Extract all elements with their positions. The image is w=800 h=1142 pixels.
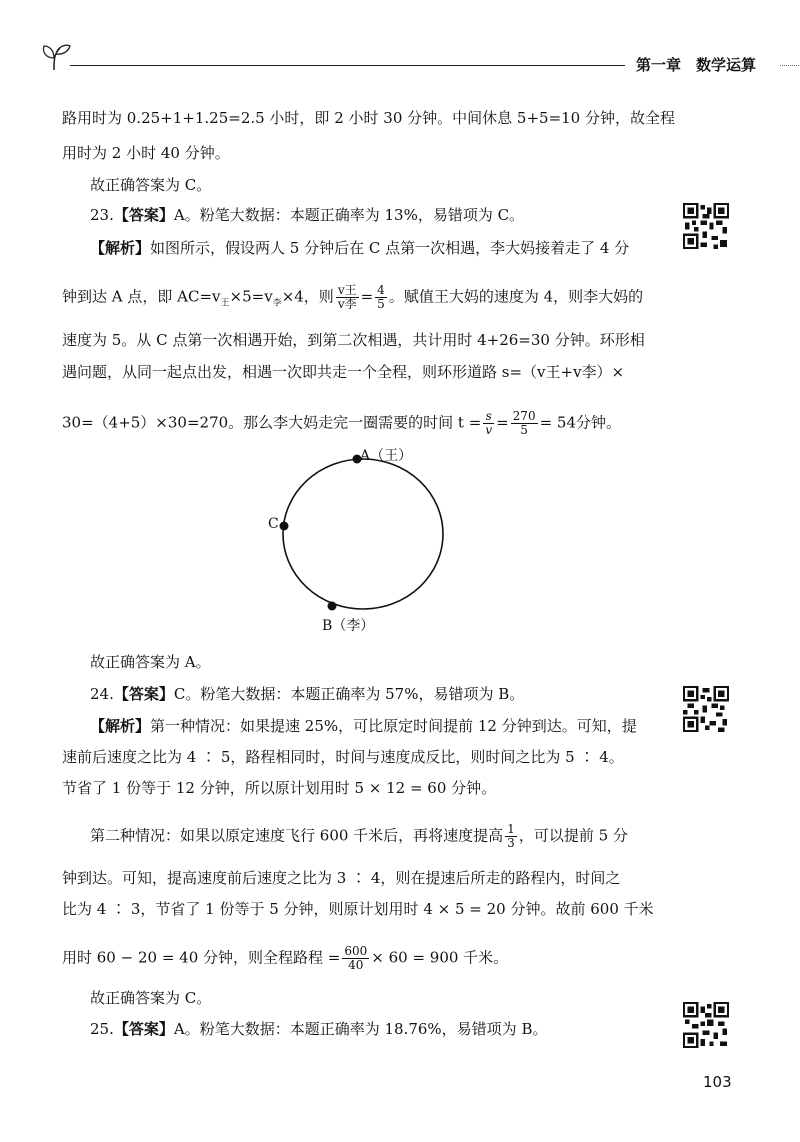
qr-code-icon[interactable] — [683, 686, 729, 732]
fraction-denominator: v — [485, 423, 493, 437]
fraction — [342, 945, 369, 972]
fraction-numerator: 600 — [344, 944, 368, 958]
fraction — [375, 284, 387, 311]
text-span: 。赋值王大妈的速度为 4，则李大妈的 — [388, 287, 644, 306]
fraction-denominator: 5 — [520, 423, 528, 437]
q23-analysis-line — [90, 238, 629, 258]
label-b: B（李） — [322, 618, 375, 634]
text-line: 速前后速度之比为 4 ∶ 5，路程相同时，时间与速度成反比，则时间之比为 5 ∶ 4。 — [62, 748, 624, 766]
analysis-tag: 【解析】 — [90, 239, 151, 257]
equals-sign: = — [496, 413, 509, 432]
qr-code-icon[interactable] — [683, 1002, 729, 1048]
text-line: 比为 4 ∶ 3，节省了 1 份等于 5 分钟，则原计划用时 4 × 5 = 20 分钟。故前 600 千米 — [62, 900, 654, 918]
text-span: = 54分钟。 — [539, 413, 622, 432]
qr-code-icon[interactable] — [683, 203, 729, 249]
fraction-numerator: s — [483, 410, 494, 424]
answer-text: A。粉笔大数据：本题正确率为 13%，易错项为 C。 — [173, 206, 525, 224]
fraction-numerator: 270 — [512, 409, 536, 423]
text-line: 节省了 1 份等于 12 分钟，所以原计划用时 5 × 12 = 60 分钟。 — [62, 779, 497, 797]
label-a: A（王） — [360, 448, 413, 464]
fraction-denominator: v李 — [337, 297, 357, 311]
running-header — [40, 40, 800, 80]
point-c — [280, 522, 289, 531]
answer-tag: 【答案】 — [113, 685, 174, 703]
fraction-denominator: 3 — [507, 836, 515, 850]
text-line: 速度为 5。从 C 点第一次相遇开始，到第二次相遇，共计用时 4+26=30 分钟。环形相 — [62, 331, 645, 349]
fraction-numerator: 1 — [507, 822, 515, 836]
subscript: 李 — [272, 298, 282, 309]
point-b — [328, 602, 337, 611]
text-span: 30=（4+5）×30=270。那么李大妈走完一圈需要的时间 t = — [62, 413, 482, 432]
answer-text: C。粉笔大数据：本题正确率为 57%，易错项为 B。 — [173, 685, 525, 703]
text-line: 故正确答案为 A。 — [90, 653, 211, 671]
subscript: 王 — [220, 298, 230, 309]
q24-analysis-line — [62, 945, 508, 972]
chapter-title: 第一章 数学运算 — [636, 56, 757, 74]
header-rule — [70, 65, 625, 66]
fraction-numerator: 4 — [377, 283, 385, 297]
question-number: 24. — [90, 685, 114, 703]
analysis-tag: 【解析】 — [90, 717, 151, 735]
analysis-text: 第一种情况：如果提速 25%，可比原定时间提前 12 分钟到达。可知，提 — [150, 717, 637, 735]
text-span: 用时 60 − 20 = 40 分钟，则全程路程 = — [62, 948, 341, 967]
text-line: 故正确答案为 C。 — [90, 176, 212, 194]
text-span: 钟到达 A 点，即 AC=v — [62, 287, 221, 306]
fraction — [336, 284, 359, 311]
text-line: 钟到达。可知，提高速度前后速度之比为 3 ∶ 4，则在提速后所走的路程内，时间之 — [62, 869, 621, 887]
circular-track-diagram — [260, 448, 460, 648]
q24-analysis-line — [90, 823, 628, 850]
header-dotted-rule — [780, 65, 800, 66]
q24-answer-line — [90, 684, 524, 704]
q23-analysis-line — [62, 410, 621, 437]
text-span: × 60 = 900 千米。 — [371, 948, 509, 967]
analysis-text: 如图所示，假设两人 5 分钟后在 C 点第一次相遇，李大妈接着走了 4 分 — [150, 239, 630, 257]
fraction-denominator: 40 — [348, 958, 364, 972]
answer-text: A。粉笔大数据：本题正确率为 18.76%，易错项为 B。 — [173, 1020, 548, 1038]
text-span: ，可以提前 5 分 — [518, 826, 628, 845]
fraction-numerator: v王 — [337, 283, 357, 297]
text-line: 故正确答案为 C。 — [90, 989, 212, 1007]
fraction — [505, 823, 517, 850]
circular-track — [283, 459, 443, 609]
q23-analysis-line — [62, 284, 643, 314]
answer-tag: 【答案】 — [113, 1020, 174, 1038]
text-span: 第二种情况：如果以原定速度飞行 600 千米后，再将速度提高 — [90, 826, 504, 845]
text-span: ×4，则 — [281, 287, 334, 306]
fraction — [483, 410, 494, 437]
equals-sign: = — [360, 287, 374, 306]
leaf-icon — [40, 42, 74, 72]
question-number: 25. — [90, 1020, 114, 1038]
text-span: ×5=v — [229, 287, 273, 306]
text-line: 用时为 2 小时 40 分钟。 — [62, 144, 230, 162]
fraction — [511, 410, 538, 437]
question-number: 23. — [90, 206, 114, 224]
text-line: 遇问题，从同一起点出发，相遇一次即共走一个全程，则环形道路 s=（v王+v李）× — [62, 363, 625, 381]
fraction-denominator: 5 — [377, 297, 385, 311]
q24-analysis-line — [90, 716, 637, 736]
label-c: C — [268, 516, 279, 532]
page-number: 103 — [703, 1073, 732, 1091]
answer-tag: 【答案】 — [113, 206, 174, 224]
text-line: 路用时为 0.25+1+1.25=2.5 小时，即 2 小时 30 分钟。中间休息 5+5=10 分钟，故全程 — [62, 109, 675, 127]
q23-answer-line — [90, 205, 524, 225]
q25-answer-line — [90, 1019, 547, 1039]
